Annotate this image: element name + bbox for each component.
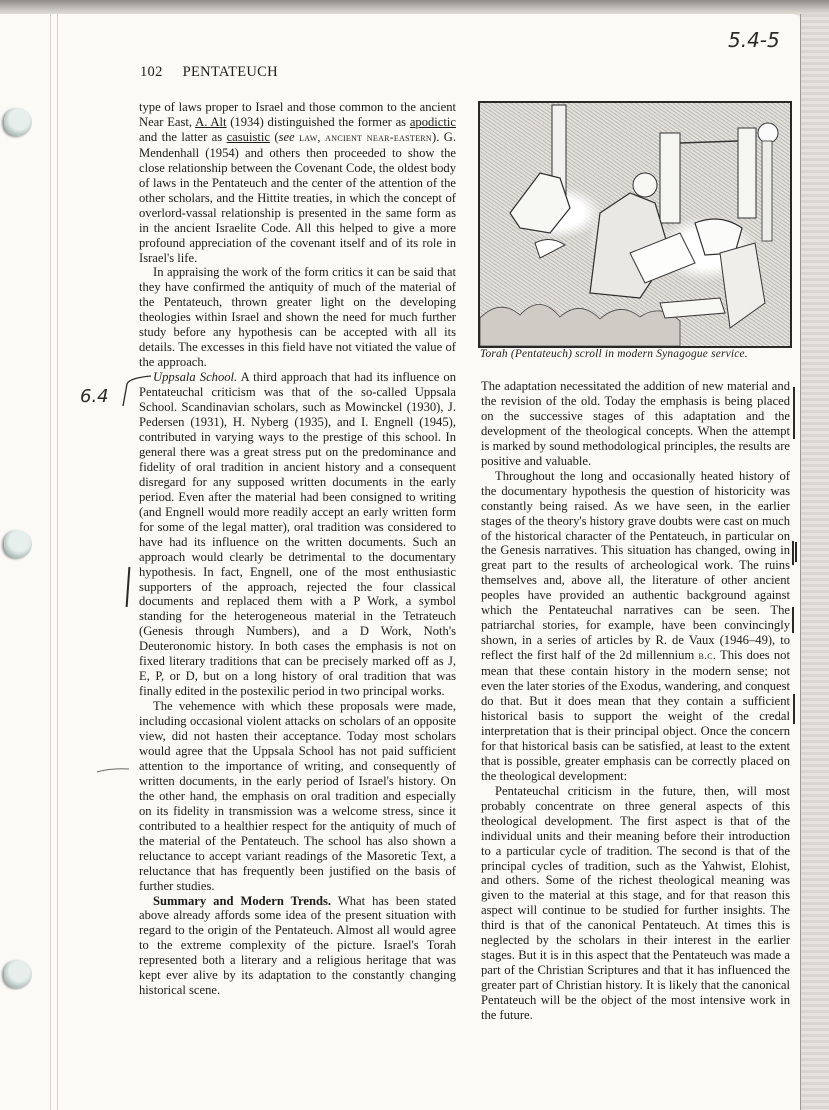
running-title: PENTATEUCH: [182, 64, 278, 80]
right-column: [481, 379, 790, 1023]
handwritten-top-note: 5.4-5: [728, 28, 780, 52]
margin-dash-mark: [95, 765, 135, 775]
paragraph: The vehemence with which these proposals were made, including occasional violent attacks on scholars of an opposite view, did not hasten their acceptance. Today most scholars would agree that the Uppsala School has not paid sufficient attention to the importance of writing, and consequently of written documents, in the early period of Israel's history. On the other hand, the emphasis on oral tradition and especially on its fidelity in transmission was a welcome stress, since it contributed to a healthier respect for the antiquity of much of the material of the Pentateuch. The school has also shown a reluctance to accept variant readings of the Masoretic Text, a reluctance that has frequently been justified on the basis of further studies.: [139, 699, 456, 893]
punch-hole-icon: [4, 108, 32, 136]
binder-guide-line: [50, 14, 51, 1110]
cross-reference: law, ancient near-eastern: [299, 131, 433, 144]
paragraph: Summary and Modern Trends. What has been stated above already affords some idea of the present situation with regard to the origin of the Pentateuch. Almost all would agree to the extreme complexity of the picture. Israel's Torah represented both a literary and a religious heritage that was kept ever alive by its adaptation to the constantly changing historical scene.: [139, 893, 456, 998]
punch-hole-icon: [4, 530, 32, 558]
paragraph: Uppsala School. A third approach that had its influence on Pentateuchal criticism was that of the so-called Uppsala School. Scandinavian scholars, such as Mowinckel (1930), J. Pedersen (1931), H. Nyberg (1935), and I. Engnell (1945), contributed in varying ways to the prestige of this school. In general there was a great stress put on the predominance and fidelity of oral tradition in ancient history and a consequent disregard for any supposed written documents in the early period. Even after the material had been consigned to writing (and Engnell would more readily accept an early written form for some of the legal matter), oral tradition was considered to have had its influence on the written documents. Such an approach would clearly be detrimental to the documentary hypothesis. In fact, Engnell, one of the most enthusiastic supporters of the approach, rejected the four classical documents and replaced them with a P Work, a symbol standing for the heterogeneous material in the Tetrateuch (Genesis through Numbers), and a D Work, Noth's Deuteronomic history. In both cases the emphasis is not on fixed literary traditions that can be precisely marked off as J, E, P, or D, but on a long history of oral tradition that was finally edited in the postexilic period in two principal works.: [139, 370, 456, 699]
punch-hole-icon: [4, 960, 32, 988]
underlined-term: apodictic: [409, 114, 456, 129]
paragraph: Pentateuchal criticism in the future, then, will most probably concentrate on three general aspects of this theological development. The first aspect is that of the individual units and their meaning before their introduction to a particular cycle of tradition. The second is that of the principal cycles of tradition, such as the Yahwist, Elohist, and others. Some of the richest theological meaning was given to the material at this stage, and for that reason this aspect will continue to be studied for further insights. The third is that of the canonical Pentateuch. At times this is neglected by the scholars in their interest in the earlier stages. But it is in this aspect that the Pentateuch was made a part of the Christian Scriptures and that it has influenced the greater part of Christian history. It is likely that the canonical Pentateuch will be the object of the most intensive work in the future.: [481, 783, 790, 1023]
margin-line-mark: [792, 541, 794, 565]
photo-illustration: [480, 103, 790, 346]
paragraph: The adaptation necessitated the addition of new material and the revision of the old. Today the emphasis is being placed on the successive stages of this adaptation and the development of the theological concepts. When the attempt is marked by sound methodological principles, the results are positive and valuable.: [481, 379, 790, 468]
margin-line-mark: [793, 387, 795, 439]
section-heading-uppsala: Uppsala School.: [153, 370, 238, 385]
paragraph: In appraising the work of the form critics it can be said that they have confirmed the antiquity of much of the material of the Pentateuch, thrown greater light on the developing theologies within Israel and shown the need for much further study before any hypothesis can be accepted with all its details. The excesses in this field have not vitiated the value of the approach.: [139, 265, 456, 370]
paragraph: Throughout the long and occasionally heated history of the documentary hypothesis the question of historicity was constantly being raised. As we have seen, in the earlier stages of the theory's history grave doubts were cast on much of the historical character of the Pentateuch, in particular on the Genesis narratives. This situation has changed, owing in great part to the results of archeological work. The ruins themselves and, above all, the literature of other ancient peoples have provided an authentic background against which the Pentateuchal narratives can be seen. The patriarchal stories, for example, have been convincingly shown, in a series of articles by R. de Vaux (1946–49), to reflect the first half of the 2d millennium b.c. This does not mean that these contain history in the modern sense; not even the later stories of the Exodus, wandering, and conquest do that. But it does mean that they contain a sufficient historical basis to support the weight of the credal interpretation that is their principal object. Once the concern for that historical basis can be satisfied, at least to the extent that is possible, greater emphasis can be correctly placed on the theological development:: [481, 468, 790, 783]
running-head: [140, 64, 278, 81]
page-number: 102: [140, 64, 163, 80]
left-column: [139, 100, 456, 998]
margin-line-mark: [795, 542, 797, 562]
paragraph: type of laws proper to Israel and those common to the ancient Near East, A. Alt (1934) distinguished the former as apodictic and the latter as casuistic (see law, ancient near-eastern). G. Mendenhall (1954) and others then proceeded to show the close relationship between the Covenant Code, the oldest body of laws in the Pentateuch and the center of the attention of the other scholars, and the Hittite treaties, in which the concept of overlord-vassal relationship is presented in the same form as in the ancient Israelite Code. All this helped to give a more profound appreciation of the covenant itself and of its role in Israel's life.: [139, 100, 457, 265]
underlined-term: casuistic: [226, 129, 270, 144]
margin-line-mark: [792, 607, 794, 633]
torah-scroll-photo: [478, 101, 792, 348]
page-edge-strip: [800, 14, 829, 1110]
handwritten-margin-note: 6.4: [80, 386, 109, 407]
figure-caption: Torah (Pentateuch) scroll in modern Synagogue service.: [480, 348, 748, 360]
section-heading-summary: Summary and Modern Trends.: [153, 893, 332, 908]
binder-guide-line: [57, 14, 58, 1110]
margin-line-mark: [793, 694, 795, 724]
underlined-author: A. Alt: [195, 114, 227, 129]
era-abbreviation: b.c.: [698, 650, 717, 663]
